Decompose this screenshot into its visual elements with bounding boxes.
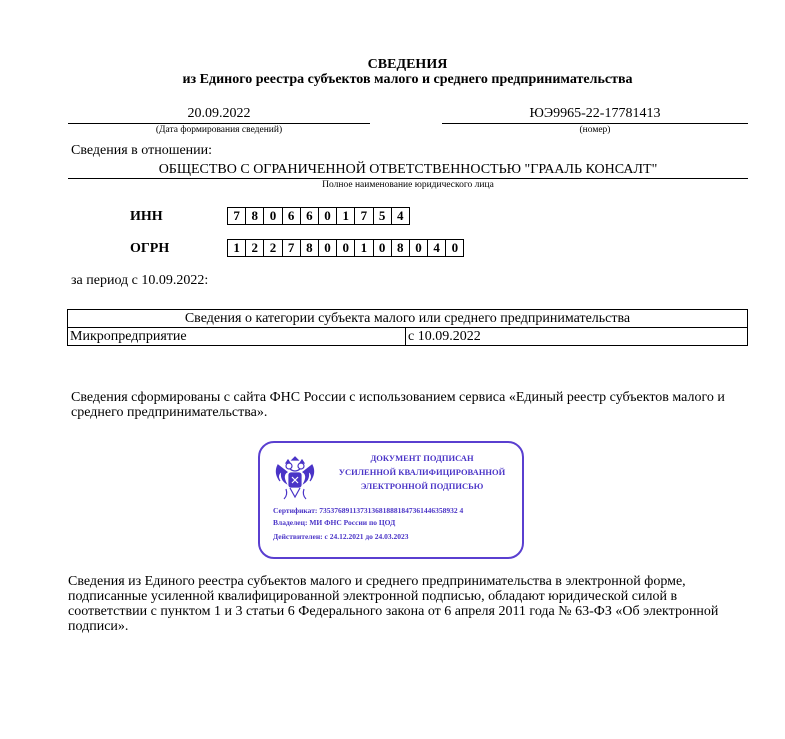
document-title: СВЕДЕНИЯ [367,57,448,72]
inn-digit-boxes [227,207,409,225]
inn-label: ИНН [130,209,163,224]
ogrn-digit: 0 [336,239,355,257]
signature-stamp [258,441,524,559]
inn-digit: 6 [300,207,319,225]
formation-date-caption: (Дата формирования сведений) [155,125,283,135]
legal-footer-note: Сведения из Единого реестра субъектов малого и среднего предпринимательства в электронной форме, подписанные усиленной квалифицированной электронной подписью, обладают юридической силой в соответствии с пунктом 1 и 3 статьи 6 Федерального закона от 6 апреля 2011 года № 63-ФЗ «Об электронной подписи». [68,574,719,634]
category-since: с 10.09.2022 [406,328,748,346]
stamp-heading-1: ДОКУМЕНТ ПОДПИСАН [370,453,474,463]
ogrn-digit: 1 [227,239,246,257]
organization-caption: Полное наименование юридического лица [322,180,494,190]
ogrn-digit-boxes [227,239,463,257]
document-number-caption: (номер) [579,125,611,135]
inn-digit: 7 [227,207,246,225]
inn-digit: 4 [391,207,410,225]
ogrn-digit: 1 [354,239,373,257]
ogrn-digit: 0 [373,239,392,257]
organization-underline [68,178,748,179]
stamp-owner: Владелец: МИ ФНС России по ЦОД [273,518,396,527]
ogrn-digit: 0 [409,239,428,257]
formation-date: 20.09.2022 [187,106,251,121]
document-subtitle: из Единого реестра субъектов малого и среднего предпринимательства [182,72,633,87]
inn-digit: 7 [354,207,373,225]
category-table [67,309,748,346]
inn-digit: 8 [245,207,264,225]
ogrn-digit: 4 [427,239,446,257]
ogrn-digit: 0 [445,239,464,257]
ogrn-label: ОГРН [130,241,170,256]
stamp-validity: Действителен: с 24.12.2021 до 24.03.2023 [273,532,409,541]
table-row [68,328,748,346]
ogrn-digit: 2 [263,239,282,257]
category-value: Микропредприятие [68,328,406,346]
stamp-heading-3: ЭЛЕКТРОННОЙ ПОДПИСЬЮ [360,481,484,491]
formed-note: Сведения сформированы с сайта ФНС России с использованием сервиса «Единый реестр субъектов малого и среднего предпринимательства». [71,390,725,420]
ogrn-digit: 0 [318,239,337,257]
ogrn-digit: 7 [282,239,301,257]
period-label: за период с 10.09.2022: [71,273,209,288]
ogrn-digit: 8 [300,239,319,257]
inn-digit: 5 [373,207,392,225]
ogrn-digit: 2 [245,239,264,257]
date-underline [68,123,370,124]
inn-digit: 6 [282,207,301,225]
stamp-certificate: Сертификат: 7353768911373136818881847361446358932 4 [273,506,464,515]
ogrn-digit: 8 [391,239,410,257]
document-number: ЮЭ9965-22-17781413 [529,106,661,121]
inn-digit: 0 [318,207,337,225]
organization-name: ОБЩЕСТВО С ОГРАНИЧЕННОЙ ОТВЕТСТВЕННОСТЬЮ "ГРААЛЬ КОНСАЛТ" [158,162,658,177]
regarding-label: Сведения в отношении: [71,143,213,158]
russian-eagle-emblem-icon [268,451,322,505]
inn-digit: 0 [263,207,282,225]
stamp-heading-2: УСИЛЕННОЙ КВАЛИФИЦИРОВАННОЙ [338,467,506,477]
number-underline [442,123,748,124]
table-header-row [68,310,748,328]
inn-digit: 1 [336,207,355,225]
category-table-header: Сведения о категории субъекта малого или среднего предпринимательства [68,310,748,328]
